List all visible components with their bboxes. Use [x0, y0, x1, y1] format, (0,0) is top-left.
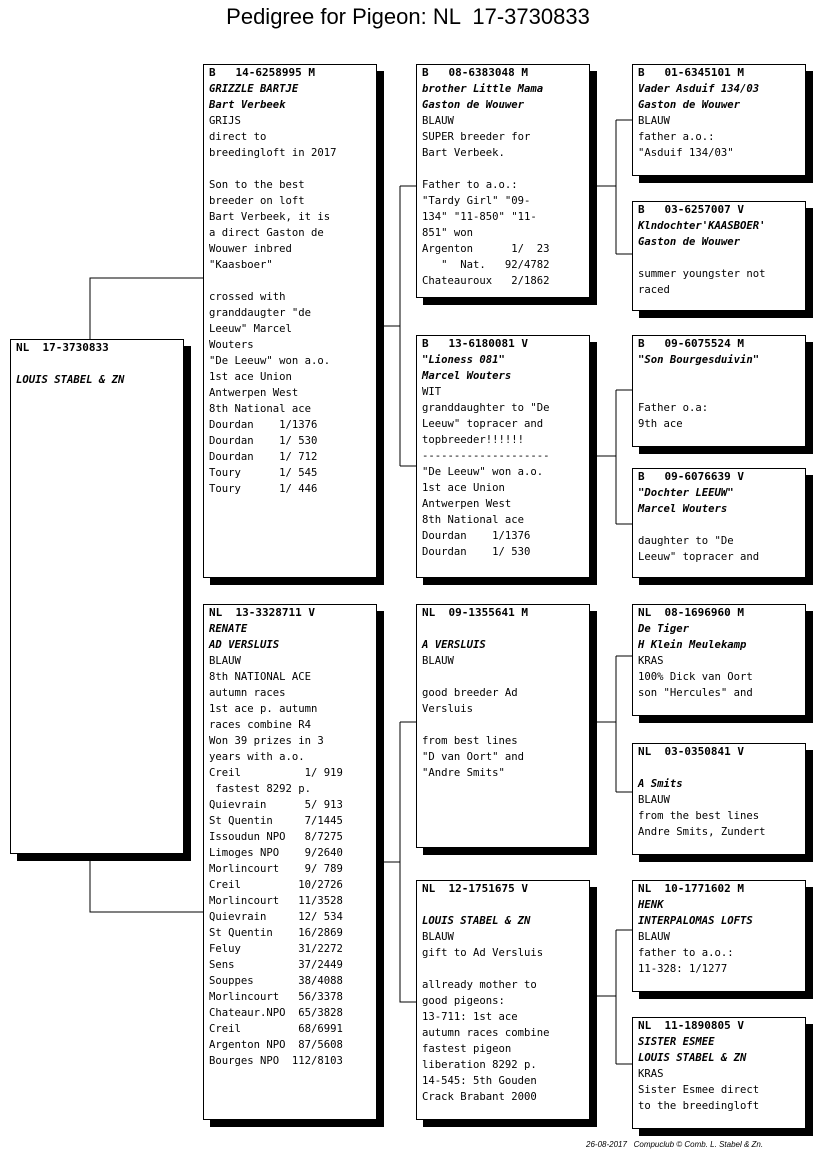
card-line: Creil 1/ 919 — [209, 767, 343, 779]
card-line: good breeder Ad — [422, 687, 518, 699]
card-dam-sire-dam — [632, 743, 806, 855]
card-line: Father o.a: — [638, 402, 709, 414]
connector-subject-dam — [90, 853, 204, 912]
card-line: Leeuw" topracer and — [638, 551, 760, 563]
card-line: LOUIS STABEL & ZN — [638, 1052, 747, 1064]
card-line: 9th ace — [638, 418, 683, 430]
card-line: " Nat. 92/4782 — [422, 259, 550, 271]
card-line: Quievrain 5/ 913 — [209, 799, 343, 811]
card-line: "De Leeuw" won a.o. — [422, 466, 544, 478]
card-line — [422, 961, 589, 977]
card-line: Dourdan 1/ 530 — [422, 546, 531, 558]
card-header: B 01-6345101 M — [638, 66, 744, 79]
card-line: Limoges NPO 9/2640 — [209, 847, 343, 859]
card-line: GRIJS — [209, 115, 241, 127]
card-header: NL 12-1751675 V — [422, 882, 528, 895]
card-line: GRIZZLE BARTJE — [209, 83, 299, 95]
card-line: breedingloft in 2017 — [209, 147, 337, 159]
card-line: allready mother to — [422, 979, 537, 991]
card-header: B 09-6076639 V — [638, 470, 744, 483]
card-line — [638, 384, 805, 400]
card-line: WIT — [422, 386, 442, 398]
connector-dam-grandparents — [376, 722, 418, 1002]
card-line: 1st ace p. autumn — [209, 703, 318, 715]
card-line: St Quentin 16/2869 — [209, 927, 343, 939]
card-line: breeder on loft — [209, 195, 305, 207]
card-line — [638, 517, 805, 533]
page-title: Pedigree for Pigeon: NL 17-3730833 — [226, 4, 590, 29]
connector-ss-ggp — [588, 120, 634, 254]
card-line: BLAUW — [209, 655, 241, 667]
card-line — [422, 161, 589, 177]
card-line: Marcel Wouters — [422, 370, 512, 382]
card-line: crossed with — [209, 291, 286, 303]
card-line: Wouters — [209, 339, 254, 351]
card-header: NL 13-3328711 V — [209, 606, 315, 619]
card-line: years with a.o. — [209, 751, 305, 763]
card-line — [422, 717, 589, 733]
card-line: Creil 10/2726 — [209, 879, 343, 891]
card-line: A Smits — [638, 778, 683, 790]
card-line: to the breedingloft — [638, 1100, 760, 1112]
card-line: Versluis — [422, 703, 474, 715]
card-header: NL 10-1771602 M — [638, 882, 744, 895]
card-line: "Tardy Girl" "09- — [422, 195, 531, 207]
card-line: granddaughter to "De — [422, 402, 550, 414]
card-line: Dourdan 1/ 530 — [209, 435, 318, 447]
card-line: LOUIS STABEL & ZN — [422, 915, 531, 927]
card-line: Bart Verbeek. — [422, 147, 505, 159]
card-line: gift to Ad Versluis — [422, 947, 544, 959]
card-line: Chateauroux 2/1862 — [422, 275, 550, 287]
card-line: Quievrain 12/ 534 — [209, 911, 343, 923]
card-subject — [10, 339, 184, 854]
card-sire-sire-sire — [632, 64, 806, 176]
card-header: NL 03-0350841 V — [638, 745, 744, 758]
card-line: 851" won — [422, 227, 474, 239]
card-line: H Klein Meulekamp — [638, 639, 747, 651]
card-line: 134" "11-850" "11- — [422, 211, 537, 223]
card-line: Vader Asduif 134/03 — [638, 83, 760, 95]
card-line: "De Leeuw" won a.o. — [209, 355, 331, 367]
card-line: Issoudun NPO 8/7275 — [209, 831, 343, 843]
card-line: Sister Esmee direct — [638, 1084, 760, 1096]
card-line: Gaston de Wouwer — [422, 99, 525, 111]
card-line: topbreeder!!!!!! — [422, 434, 525, 446]
card-line: AD VERSLUIS — [209, 639, 280, 651]
card-sire-sire-dam — [632, 201, 806, 311]
card-line: LOUIS STABEL & ZN — [16, 374, 125, 386]
card-line — [638, 368, 805, 384]
card-header: B 08-6383048 M — [422, 66, 528, 79]
card-line: Andre Smits, Zundert — [638, 826, 766, 838]
connector-sd-ggp — [588, 390, 634, 524]
card-sire-dam-sire — [632, 335, 806, 447]
card-line: Gaston de Wouwer — [638, 236, 741, 248]
card-line: Leeuw" Marcel — [209, 323, 292, 335]
card-line: Won 39 prizes in 3 — [209, 735, 324, 747]
card-header: NL 08-1696960 M — [638, 606, 744, 619]
card-line: -------------------- — [422, 450, 550, 462]
card-line — [422, 621, 589, 637]
card-line — [638, 760, 805, 776]
card-line: Son to the best — [209, 179, 305, 191]
card-dam-sire-sire — [632, 604, 806, 716]
card-line: Morlincourt 9/ 789 — [209, 863, 343, 875]
card-header: NL 17-3730833 — [16, 341, 109, 354]
card-line: RENATE — [209, 623, 248, 635]
card-line: Sens 37/2449 — [209, 959, 343, 971]
card-line: HENK — [638, 899, 664, 911]
card-line — [422, 669, 589, 685]
card-line: Argenton NPO 87/5608 — [209, 1039, 343, 1051]
card-line: A VERSLUIS — [422, 639, 486, 651]
card-line: Antwerpen West — [209, 387, 299, 399]
card-line: De Tiger — [638, 623, 690, 635]
card-sire-sire — [416, 64, 590, 298]
card-line: Dourdan 1/ 712 — [209, 451, 318, 463]
card-line: BLAUW — [638, 794, 670, 806]
card-line: father to a.o.: — [638, 947, 734, 959]
card-line: BLAUW — [638, 931, 670, 943]
card-header: B 09-6075524 M — [638, 337, 744, 350]
card-line: son "Hercules" and — [638, 687, 753, 699]
card-line: "Dochter LEEUW" — [638, 487, 734, 499]
card-sire-dam — [416, 335, 590, 578]
card-header: NL 09-1355641 M — [422, 606, 528, 619]
card-line: 11-328: 1/1277 — [638, 963, 728, 975]
card-line: Chateaur.NPO 65/3828 — [209, 1007, 343, 1019]
card-line: "Kaasboer" — [209, 259, 273, 271]
card-line: SUPER breeder for — [422, 131, 531, 143]
card-line: from the best lines — [638, 810, 760, 822]
card-line: KRAS — [638, 1068, 664, 1080]
card-line: races combine R4 — [209, 719, 312, 731]
card-dam-dam — [416, 880, 590, 1120]
card-dam-dam-dam — [632, 1017, 806, 1129]
card-line: Gaston de Wouwer — [638, 99, 741, 111]
footer-credit: 26-08-2017 Compuclub © Comb. L. Stabel & Zn. — [586, 1140, 764, 1149]
card-line: BLAUW — [422, 655, 454, 667]
card-line — [209, 161, 376, 177]
card-line: Bart Verbeek — [209, 99, 286, 111]
card-line: 8th National ace — [422, 514, 525, 526]
card-sire — [203, 64, 377, 578]
card-line — [638, 250, 805, 266]
card-line: Dourdan 1/1376 — [209, 419, 318, 431]
card-dam-sire — [416, 604, 590, 848]
card-line: Klndochter'KAASBOER' — [638, 220, 766, 232]
card-line: BLAUW — [638, 115, 670, 127]
card-line: "Andre Smits" — [422, 767, 505, 779]
card-header: B 14-6258995 M — [209, 66, 315, 79]
card-line: Father to a.o.: — [422, 179, 518, 191]
card-line: KRAS — [638, 655, 664, 667]
connector-sire-grandparents — [376, 186, 418, 466]
card-line: Feluy 31/2272 — [209, 943, 343, 955]
card-line: Wouwer inbred — [209, 243, 292, 255]
card-line: autumn races combine — [422, 1027, 550, 1039]
card-line: autumn races — [209, 687, 286, 699]
card-line: direct to — [209, 131, 267, 143]
card-line: Bourges NPO 112/8103 — [209, 1055, 343, 1067]
card-line: Bart Verbeek, it is — [209, 211, 331, 223]
card-line: Antwerpen West — [422, 498, 512, 510]
card-line: "Asduif 134/03" — [638, 147, 734, 159]
card-header: B 03-6257007 V — [638, 203, 744, 216]
card-line: granddaugter "de — [209, 307, 312, 319]
card-line: daughter to "De — [638, 535, 734, 547]
card-line: from best lines — [422, 735, 518, 747]
card-line — [16, 356, 183, 372]
card-line: summer youngster not — [638, 268, 766, 280]
card-line — [209, 273, 376, 289]
card-line: 13-711: 1st ace — [422, 1011, 518, 1023]
card-header: NL 11-1890805 V — [638, 1019, 744, 1032]
card-line: 1st ace Union — [209, 371, 292, 383]
card-line: 100% Dick van Oort — [638, 671, 753, 683]
card-line — [422, 897, 589, 913]
card-line: Souppes 38/4088 — [209, 975, 343, 987]
card-line: brother Little Mama — [422, 83, 544, 95]
card-line: 8th NATIONAL ACE — [209, 671, 312, 683]
connector-subject-sire — [90, 278, 204, 340]
card-line: Morlincourt 11/3528 — [209, 895, 343, 907]
card-line: St Quentin 7/1445 — [209, 815, 343, 827]
card-line: "Lioness 081" — [422, 354, 505, 366]
connector-dd-ggp — [588, 930, 634, 1064]
card-line: Crack Brabant 2000 — [422, 1091, 537, 1103]
card-line: Dourdan 1/1376 — [422, 530, 531, 542]
card-line: "D van Oort" and — [422, 751, 525, 763]
card-line: "Son Bourgesduivin" — [638, 354, 760, 366]
card-line: BLAUW — [422, 931, 454, 943]
card-line: Creil 68/6991 — [209, 1023, 343, 1035]
card-line: fastest 8292 p. — [209, 783, 312, 795]
card-line: Marcel Wouters — [638, 503, 728, 515]
card-line: SISTER ESMEE — [638, 1036, 715, 1048]
card-line: raced — [638, 284, 670, 296]
card-line: Toury 1/ 545 — [209, 467, 318, 479]
card-line: good pigeons: — [422, 995, 505, 1007]
card-dam-dam-sire — [632, 880, 806, 992]
card-line: father a.o.: — [638, 131, 715, 143]
card-line: Leeuw" topracer and — [422, 418, 544, 430]
card-sire-dam-dam — [632, 468, 806, 578]
card-line: Morlincourt 56/3378 — [209, 991, 343, 1003]
card-line: a direct Gaston de — [209, 227, 324, 239]
card-line: liberation 8292 p. — [422, 1059, 537, 1071]
card-header: B 13-6180081 V — [422, 337, 528, 350]
card-line: 8th National ace — [209, 403, 312, 415]
card-line: 14-545: 5th Gouden — [422, 1075, 537, 1087]
card-line: Argenton 1/ 23 — [422, 243, 550, 255]
card-line: fastest pigeon — [422, 1043, 512, 1055]
connector-ds-ggp — [588, 656, 634, 792]
card-dam — [203, 604, 377, 1120]
card-line: 1st ace Union — [422, 482, 505, 494]
card-line: BLAUW — [422, 115, 454, 127]
card-line: INTERPALOMAS LOFTS — [638, 915, 753, 927]
card-line: Toury 1/ 446 — [209, 483, 318, 495]
